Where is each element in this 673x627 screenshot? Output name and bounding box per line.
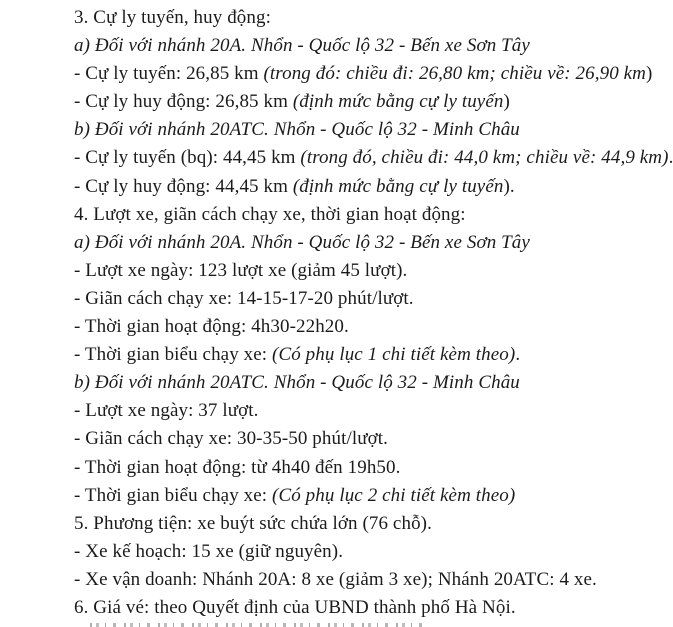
document-line (74, 510, 647, 538)
text-segment: - Lượt xe ngày: 123 lượt xe (giảm 45 lượt). (74, 259, 408, 281)
document-line (74, 201, 647, 229)
text-segment: 4. Lượt xe, giãn cách chạy xe, thời gian hoạt động: (74, 203, 466, 225)
text-segment: 6. Giá vé: theo Quyết định của UBND thành phố Hà Nội. (74, 596, 516, 618)
document-line (74, 397, 647, 425)
text-segment-italic: (Có phụ lục 2 chi tiết kèm theo) (272, 484, 516, 506)
text-segment: - Cự ly huy động: 44,45 km (74, 175, 293, 197)
document-line (74, 4, 647, 32)
document-line (74, 313, 647, 341)
document-line (74, 144, 673, 172)
text-segment: . (515, 344, 521, 366)
text-segment: - Cự ly huy động: 26,85 km (74, 91, 293, 113)
document-line (74, 482, 647, 510)
document-body (74, 4, 673, 622)
document-line (74, 60, 653, 88)
text-segment: - Thời gian biểu chạy xe: (74, 344, 273, 366)
text-segment-italic: b) Đối với nhánh 20ATC. Nhổn - Quốc lộ 32 - Minh Châu (74, 372, 520, 394)
text-segment-italic: (trong đó: chiều đi: 26,80 km; chiều về: 26,90 km (263, 63, 646, 85)
text-segment: 5. Phương tiện: xe buýt sức chứa lớn (76 chỗ). (74, 512, 432, 534)
text-segment: - Thời gian hoạt động: 4h30-22h20. (74, 316, 349, 338)
document-line (74, 454, 647, 482)
document-line (74, 594, 647, 622)
text-segment-italic: (định mức bằng cự ly tuyến (292, 91, 504, 113)
document-line (74, 229, 647, 257)
document-line (74, 257, 647, 285)
document-line (74, 566, 647, 594)
document-line (74, 285, 647, 313)
document-line (74, 116, 647, 144)
text-segment: ). (503, 175, 515, 197)
text-segment: - Giãn cách chạy xe: 14-15-17-20 phút/lượt. (74, 287, 414, 309)
text-segment: - Thời gian hoạt động: từ 4h40 đến 19h50. (74, 456, 401, 478)
text-segment: ) (646, 63, 653, 85)
text-segment-italic: (định mức bằng cự ly tuyến (292, 175, 504, 197)
text-segment-italic: (Có phụ lục 1 chi tiết kèm theo) (272, 344, 516, 366)
text-segment-italic: b) Đối với nhánh 20ATC. Nhổn - Quốc lộ 32 - Minh Châu (74, 119, 520, 141)
document-line (74, 369, 647, 397)
text-segment-italic: (trong đó, chiều đi: 44,0 km; chiều về: 44,9 km) (300, 147, 669, 169)
document-line (74, 32, 647, 60)
text-segment-italic: a) Đối với nhánh 20A. Nhổn - Quốc lộ 32 - Bến xe Sơn Tây (74, 35, 530, 57)
text-segment: 3. Cự ly tuyến, huy động: (74, 7, 271, 28)
text-segment: - Xe kế hoạch: 15 xe (giữ nguyên). (74, 540, 344, 562)
text-segment: - Cự ly tuyến: 26,85 km (74, 63, 264, 85)
text-segment: - Lượt xe ngày: 37 lượt. (74, 400, 259, 422)
document-line (74, 341, 647, 369)
text-segment: - Thời gian biểu chạy xe: (74, 484, 273, 506)
document-line (74, 538, 647, 566)
text-segment: ) (503, 91, 510, 113)
text-segment-italic: a) Đối với nhánh 20A. Nhổn - Quốc lộ 32 - Bến xe Sơn Tây (74, 231, 530, 253)
document-line (74, 173, 647, 201)
text-segment: . (668, 147, 673, 169)
document-line (74, 88, 647, 116)
clipped-partial-line (90, 623, 430, 627)
text-segment: - Xe vận doanh: Nhánh 20A: 8 xe (giảm 3 xe); Nhánh 20ATC: 4 xe. (74, 568, 597, 590)
text-segment: - Cự ly tuyến (bq): 44,45 km (74, 147, 301, 169)
document-line (74, 425, 647, 453)
text-segment: - Giãn cách chạy xe: 30-35-50 phút/lượt. (74, 428, 389, 450)
